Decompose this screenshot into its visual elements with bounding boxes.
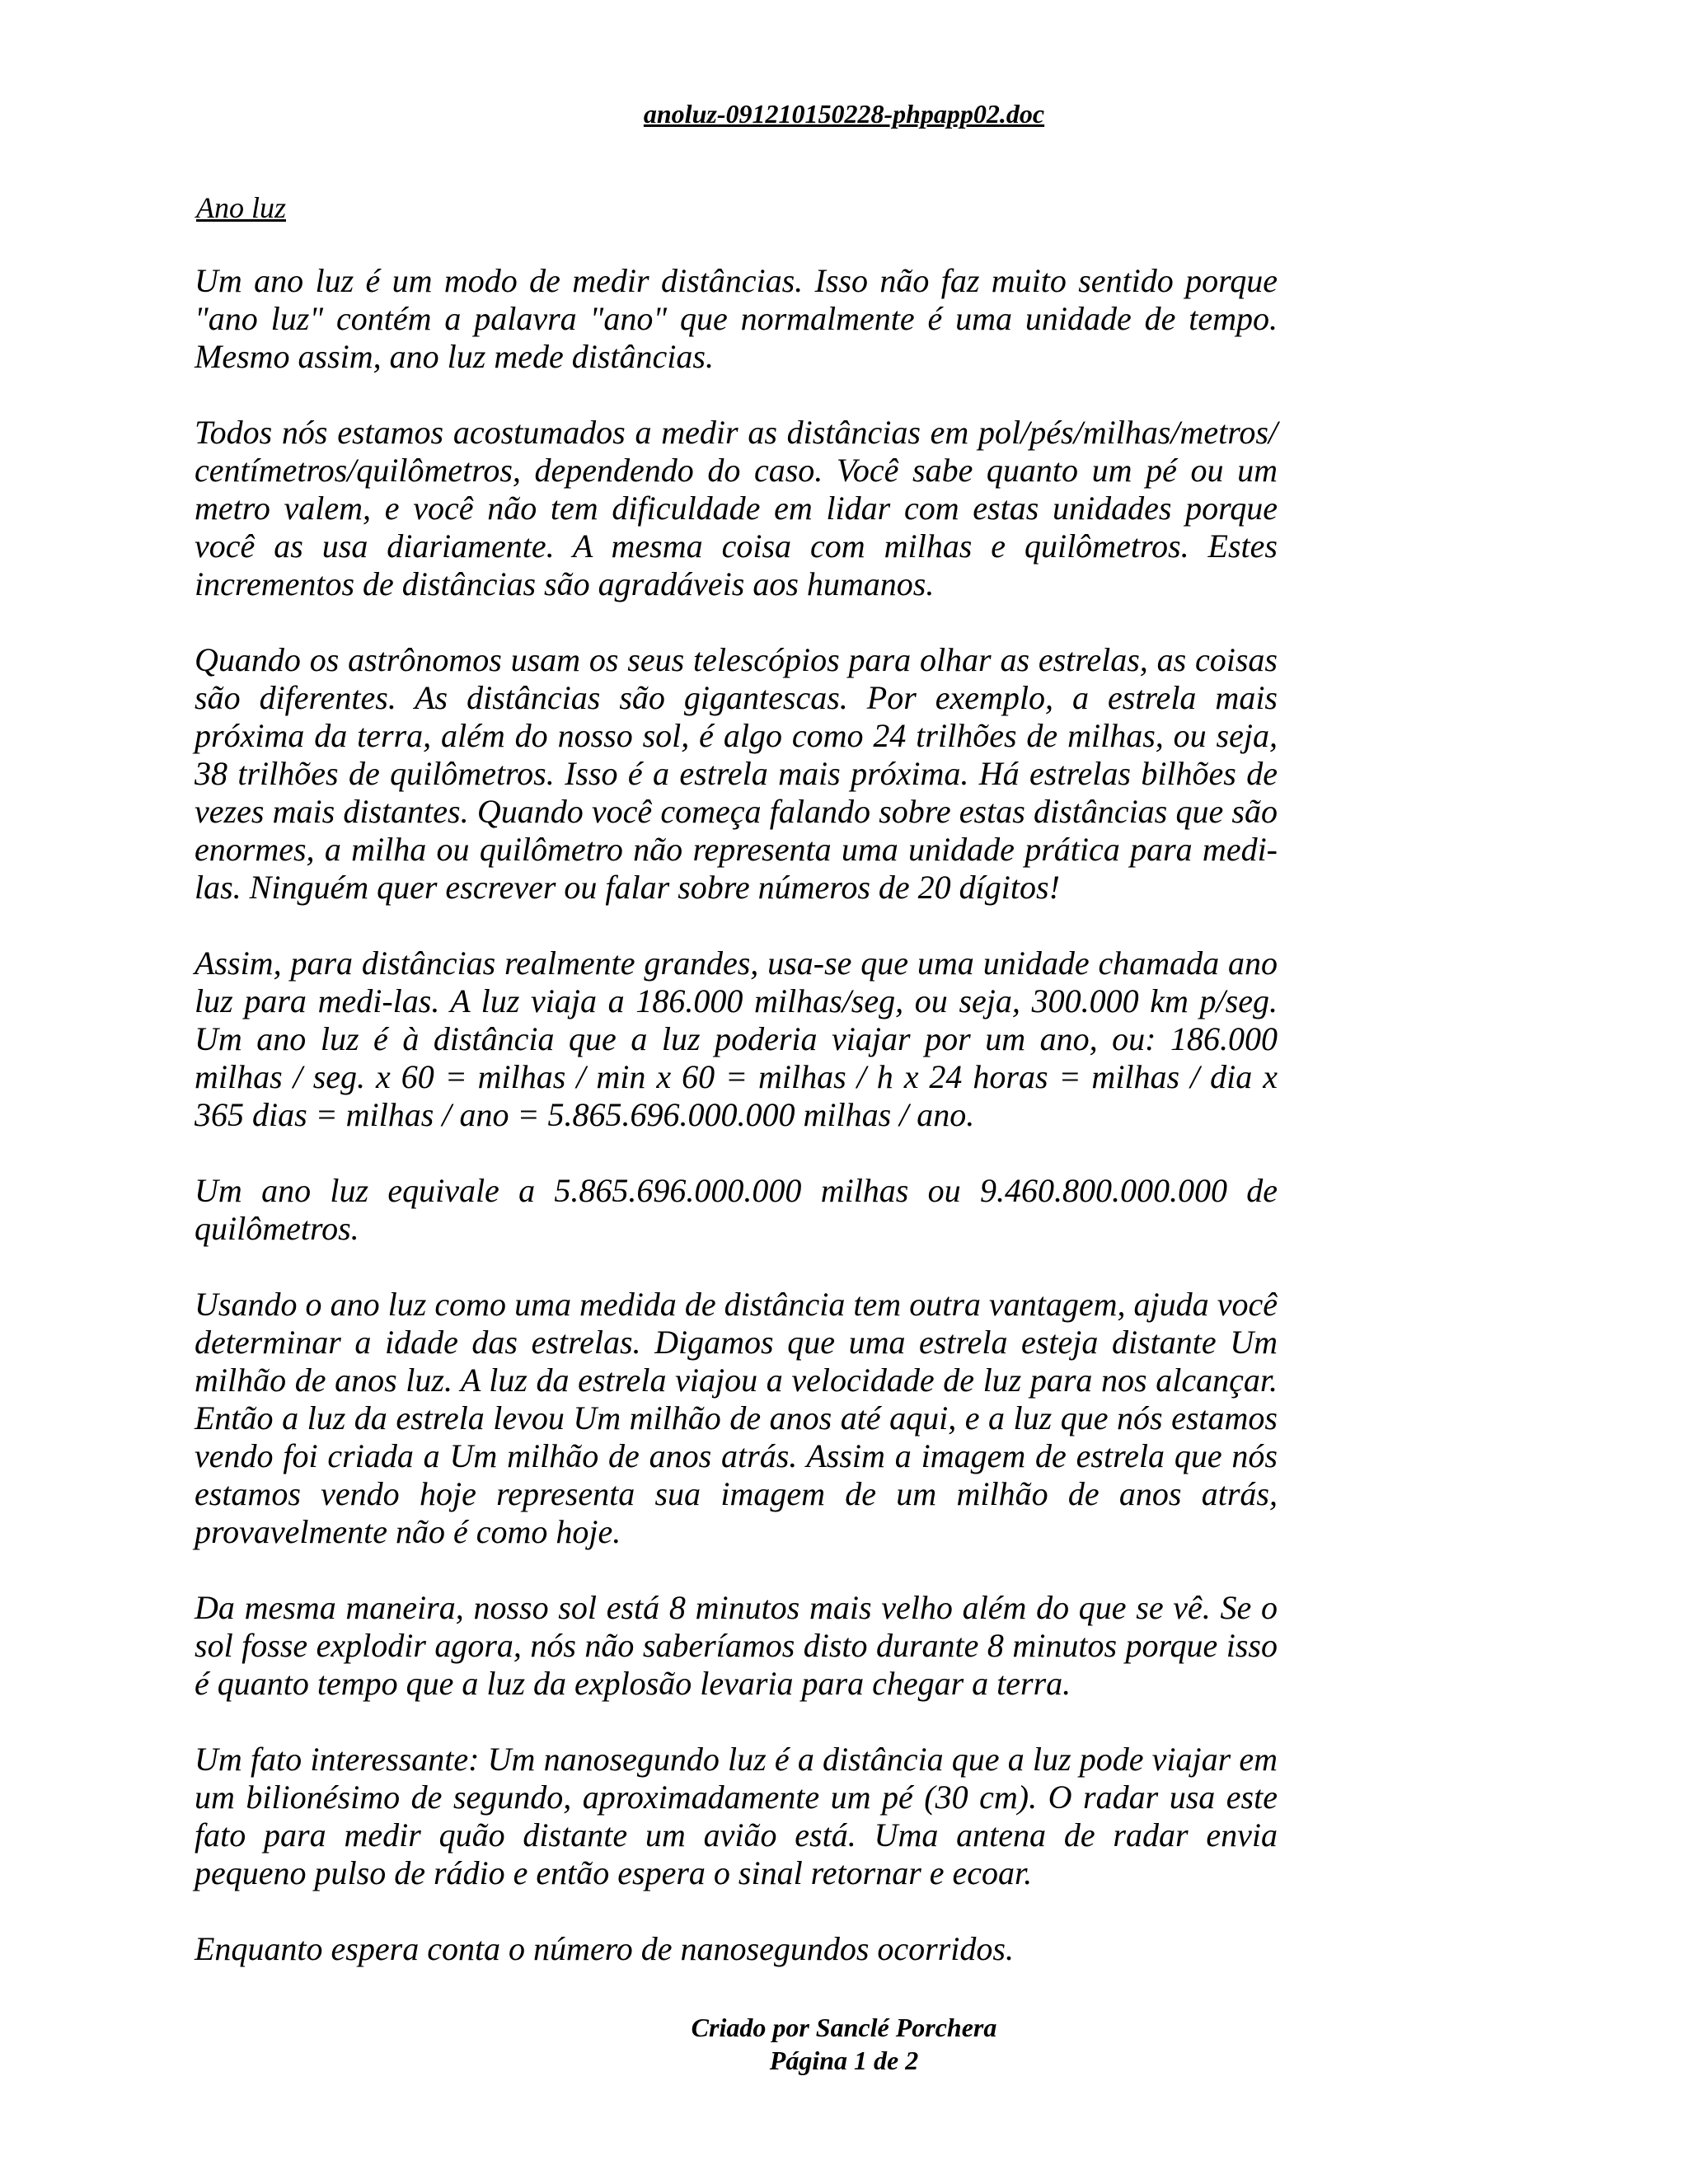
paragraph: Um ano luz equivale a 5.865.696.000.000 milhas ou 9.460.800.000.000 de quilômetros. — [195, 1172, 1278, 1247]
paragraph: Assim, para distâncias realmente grandes, usa-se que uma unidade chamada ano luz para medi-las. A luz viaja a 186.000 milhas/seg, ou seja, 300.000 km p/seg. Um ano luz é à distância que a luz poderia viajar por um ano, ou: 186.000 milhas / seg. x 60 = milhas / min x 60 = milhas / h x 24 horas = milhas / dia x 365 dias = milhas / ano = 5.865.696.000.000 milhas / ano. — [195, 944, 1278, 1133]
document-header-filename: anoluz-091210150228-phpapp02.doc — [643, 99, 1045, 129]
paragraph: Enquanto espera conta o número de nanosegundos ocorridos. — [195, 1930, 1014, 1967]
paragraph: Todos nós estamos acostumados a medir as distâncias em pol/pés/milhas/metros/ centímetros/quilômetros, dependendo do caso. Você sabe quanto um pé ou um metro valem, e você não tem dificuldade em lidar com estas unidades porque você as usa diariamente. A mesma coisa com milhas e quilômetros. Estes incrementos de distâncias são agradáveis aos humanos. — [195, 414, 1278, 602]
footer-author: Criado por Sanclé Porchera — [691, 2013, 997, 2042]
document-footer — [0, 2011, 1688, 2077]
paragraph: Da mesma maneira, nosso sol está 8 minutos mais velho além do que se vê. Se o sol fosse explodir agora, nós não saberíamos disto durante 8 minutos porque isso é quanto tempo que a luz da explosão levaria para chegar a terra. — [195, 1589, 1278, 1702]
paragraph: Um ano luz é um modo de medir distâncias. Isso não faz muito sentido porque "ano luz" contém a palavra "ano" que normalmente é uma unidade de tempo. Mesmo assim, ano luz mede distâncias. — [195, 262, 1278, 375]
paragraph: Um fato interessante: Um nanosegundo luz é a distância que a luz pode viajar em um bilionésimo de segundo, aproximadamente um pé (30 cm). O radar usa este fato para medir quão distante um avião está. Uma antena de radar envia pequeno pulso de rádio e então espera o sinal retornar e ecoar. — [195, 1741, 1278, 1891]
footer-page-number: Página 1 de 2 — [769, 2046, 919, 2075]
paragraph: Quando os astrônomos usam os seus telescópios para olhar as estrelas, as coisas são diferentes. As distâncias são gigantescas. Por exemplo, a estrela mais próxima da terra, além do nosso sol, é algo como 24 trilhões de milhas, ou seja, 38 trilhões de quilômetros. Isso é a estrela mais próxima. Há estrelas bilhões de vezes mais distantes. Quando você começa falando sobre estas distâncias que são enormes, a milha ou quilômetro não representa uma unidade prática para medi-las. Ninguém quer escrever ou falar sobre números de 20 dígitos! — [195, 641, 1278, 906]
document-body — [195, 262, 1278, 2006]
document-title: Ano luz — [196, 191, 287, 224]
paragraph: Usando o ano luz como uma medida de distância tem outra vantagem, ajuda você determinar a idade das estrelas. Digamos que uma estrela esteja distante Um milhão de anos luz. A luz da estrela viajou a velocidade de luz para nos alcançar. Então a luz da estrela levou Um milhão de anos até aqui, e a luz que nós estamos vendo foi criada a Um milhão de anos atrás. Assim a imagem de estrela que nós estamos vendo hoje representa sua imagem de um milhão de anos atrás, provavelmente não é como hoje. — [195, 1286, 1278, 1550]
